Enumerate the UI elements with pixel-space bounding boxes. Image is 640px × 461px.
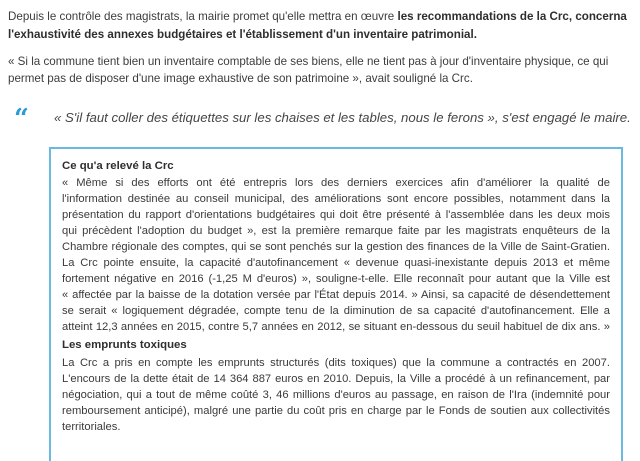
box-line: Chambre régionale des comptes, qui se sont penchés sur la gestion des finances de la Ville de Saint-Gratien. — [62, 241, 610, 253]
box-line: « Même si des efforts ont été entrepris lors des derniers exercices afin d'améliorer la qualité de — [62, 177, 610, 189]
box-heading-releve: Ce qu'a relevé la Crc — [62, 160, 174, 172]
box-heading-emprunts: Les emprunts toxiques — [62, 339, 187, 351]
intro-line-2: l'exhaustivité des annexes budgétaires et l'établissement d'un inventaire patrimonial. — [8, 28, 477, 41]
box-line: « affectée par la baisse de la dotation versée par l'État depuis 2014. » Ainsi, sa capacité de désendettement — [62, 289, 610, 301]
box-line: atteint 12,3 années en 2015, contre 5,7 années en 2012, se situant en-dessous du seuil habituel de dix ans. » — [62, 321, 610, 333]
box-line: se serait « logiquement dégradée, compte tenu de la diminution de sa capacité d'autofinancement. Elle a — [62, 305, 610, 317]
intro-bold-text: les recommandations de la Crc, concerna — [397, 10, 627, 23]
pull-quote: « S'il faut coller des étiquettes sur les chaises et les tables, nous le ferons », s'est engagé le maire. — [54, 110, 631, 125]
box-line: négociation, qui a tout de même coûté 3, 46 millions d'euros au passage, en raison de l'Ira (indemnité pour — [62, 389, 610, 401]
intro-line-1 — [8, 9, 627, 24]
box-line: l'information destinée au conseil municipal, des améliorations sont encore possibles, notamment dans la — [62, 193, 610, 205]
quote-mark-icon: “ — [14, 104, 29, 134]
paragraph-line-1: « Si la commune tient bien un inventaire comptable de ses biens, elle ne tient pas à jour d'inventaire physique, ce qui — [8, 55, 609, 68]
box-line: La Crc a pris en compte les emprunts structurés (dits toxiques) que la commune a contractés en 2007. — [62, 357, 610, 369]
intro-text: Depuis le contrôle des magistrats, la mairie promet qu'elle mettra en œuvre — [8, 10, 398, 23]
box-line: qui précèdent l'adoption du budget », est la première remarque faite par les magistrats enquêteurs de la — [62, 225, 610, 237]
box-line: fortement négative en 2016 (-1,25 M d'euros) », souligne-t-elle. Elle reconnaît pour autant que la Ville est — [62, 273, 610, 285]
box-line: remboursement anticipé), malgré une partie du coût pris en charge par le Fonds de soutien aux collectivités — [62, 405, 610, 417]
box-line: L'encours de la dette était de 14 364 887 euros en 2010. Depuis, la Ville a procédé à un refinancement, par — [62, 373, 610, 385]
paragraph-line-2: permet pas de disposer d'une image exhaustive de son patrimoine », avait souligné la Crc. — [8, 72, 473, 85]
sidebar-box — [49, 147, 623, 461]
box-line: présentation du rapport d'orientations budgétaires qui doit être présenté à l'assemblée dans les deux mois — [62, 209, 610, 221]
box-line: territoriales. — [62, 421, 121, 433]
box-line: La Crc pointe ensuite, la capacité d'autofinancement « devenue quasi-inexistante depuis 2013 et même — [62, 257, 610, 269]
